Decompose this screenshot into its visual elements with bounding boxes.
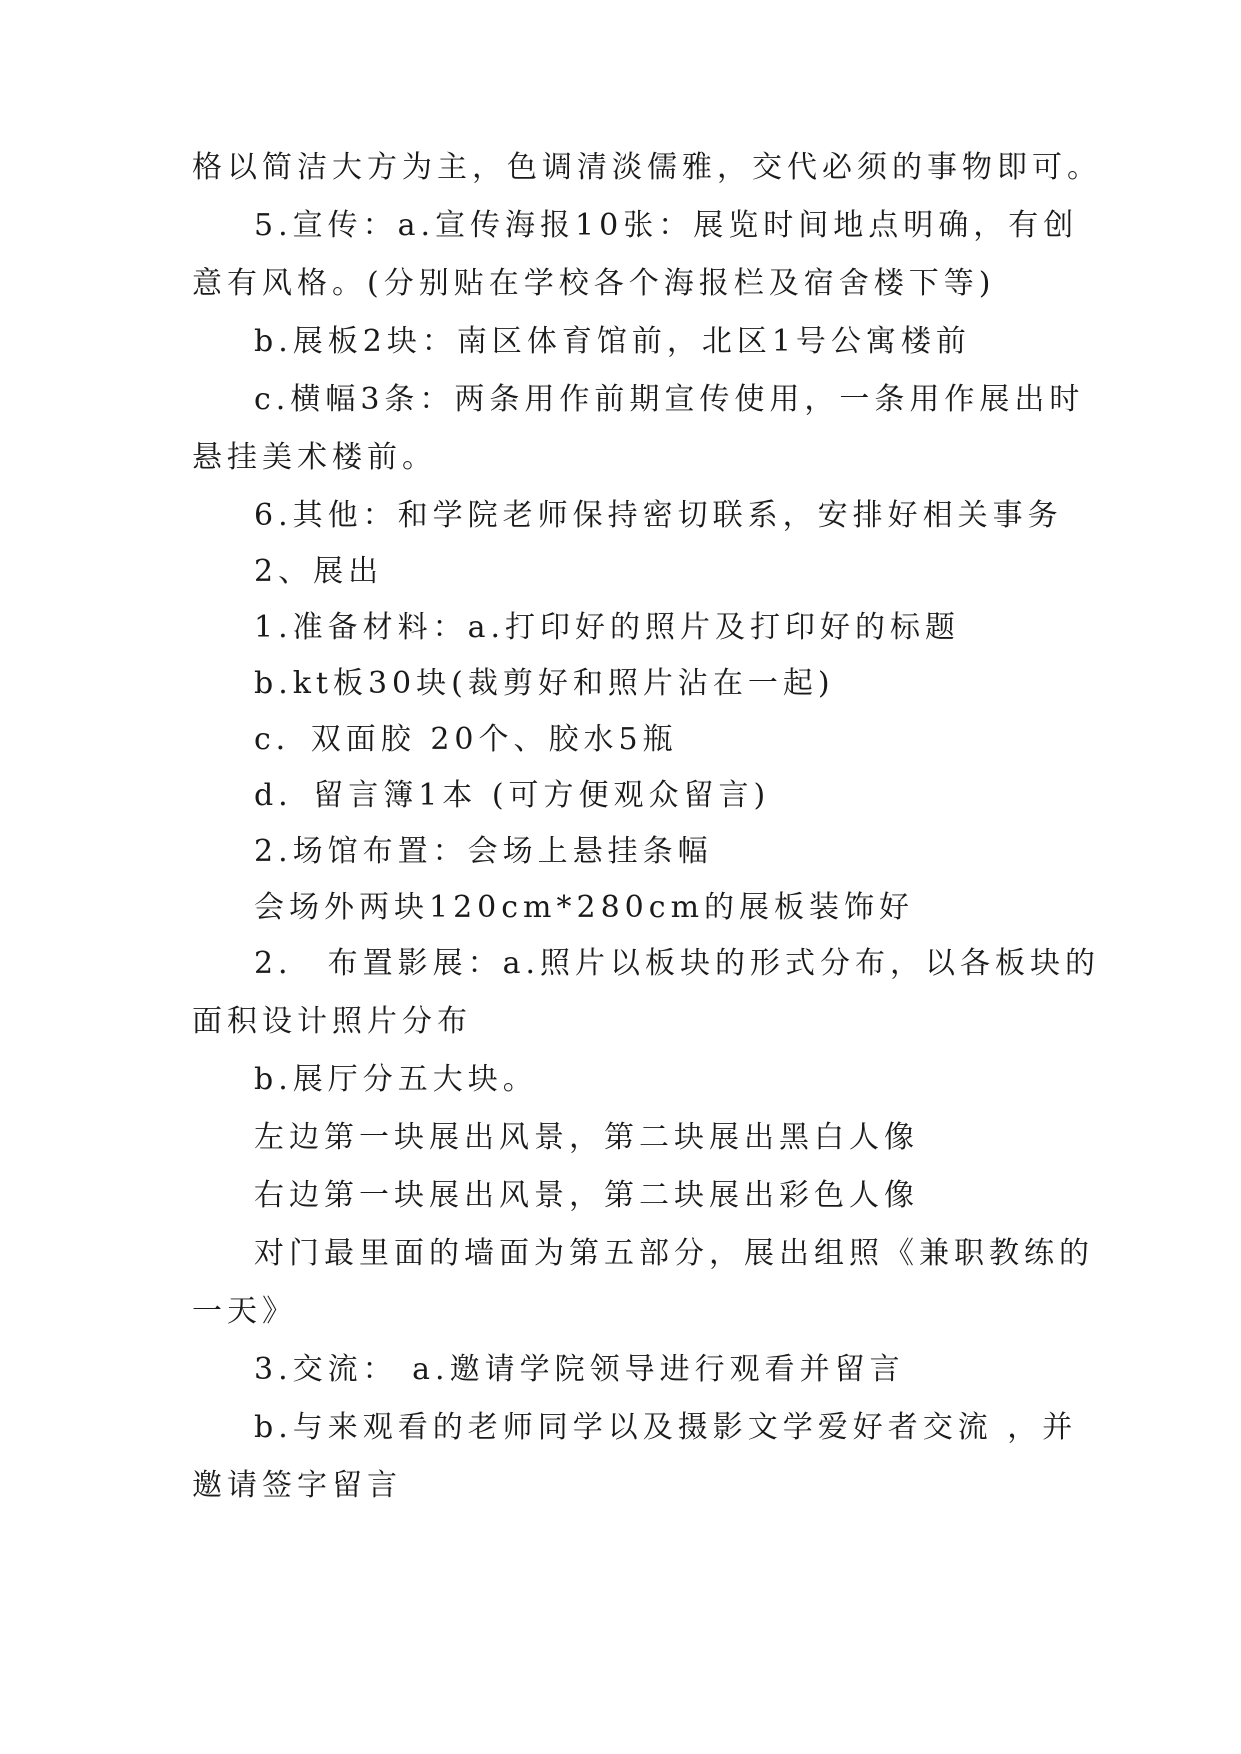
text-line-exchange-b: b.与来观看的老师同学以及摄影文学爱好者交流 ，并 — [254, 1410, 1078, 1445]
text-line-materials: 1.准备材料：a.打印好的照片及打印好的标题 — [254, 610, 961, 645]
text-line-outside-boards: 会场外两块120cm*280cm的展板装饰好 — [254, 890, 915, 925]
text-line-right-side: 右边第一块展出风景，第二块展出彩色人像 — [254, 1178, 919, 1213]
text-line-exhibition-boards: b.展板2块：南区体育馆前，北区1号公寓楼前 — [254, 324, 971, 359]
text-line-exchange: 3.交流： a.邀请学院领导进行观看并留言 — [254, 1352, 905, 1387]
text-line-tape-glue: c．双面胶 20个、胶水5瓶 — [254, 722, 678, 757]
text-line-publicity: 5.宣传：a.宣传海报10张：展览时间地点明确，有创 — [254, 208, 1079, 243]
text-line-venue-setup: 2.场馆布置：会场上悬挂条幅 — [254, 834, 713, 869]
text-line-layout: 2． 布置影展：a.照片以板块的形式分布，以各板块的 — [254, 946, 1101, 981]
text-line-left-side: 左边第一块展出风景，第二块展出黑白人像 — [254, 1120, 919, 1155]
text-line-continuation: 格以简洁大方为主，色调清淡儒雅，交代必须的事物即可。 — [192, 150, 1102, 185]
text-line-banners-cont: 悬挂美术楼前。 — [192, 440, 437, 475]
text-line-far-wall: 对门最里面的墙面为第五部分，展出组照《兼职教练的 — [254, 1236, 1094, 1271]
text-line-guestbook: d．留言簿1本 (可方便观众留言) — [254, 778, 771, 813]
text-line-far-wall-cont: 一天》 — [192, 1294, 297, 1329]
text-line-banners: c.横幅3条：两条用作前期宣传使用，一条用作展出时 — [254, 382, 1085, 417]
text-line-publicity-cont: 意有风格。(分别贴在学校各个海报栏及宿舍楼下等) — [192, 266, 996, 301]
text-line-other: 6.其他：和学院老师保持密切联系，安排好相关事务 — [254, 498, 1063, 533]
text-line-kt-boards: b.kt板30块(裁剪好和照片沾在一起) — [254, 666, 835, 701]
text-line-layout-cont: 面积设计照片分布 — [192, 1004, 472, 1039]
text-line-hall-sections: b.展厅分五大块。 — [254, 1062, 538, 1097]
section-heading-exhibition: 2、展出 — [254, 554, 384, 589]
text-line-exchange-b-cont: 邀请签字留言 — [192, 1468, 402, 1503]
